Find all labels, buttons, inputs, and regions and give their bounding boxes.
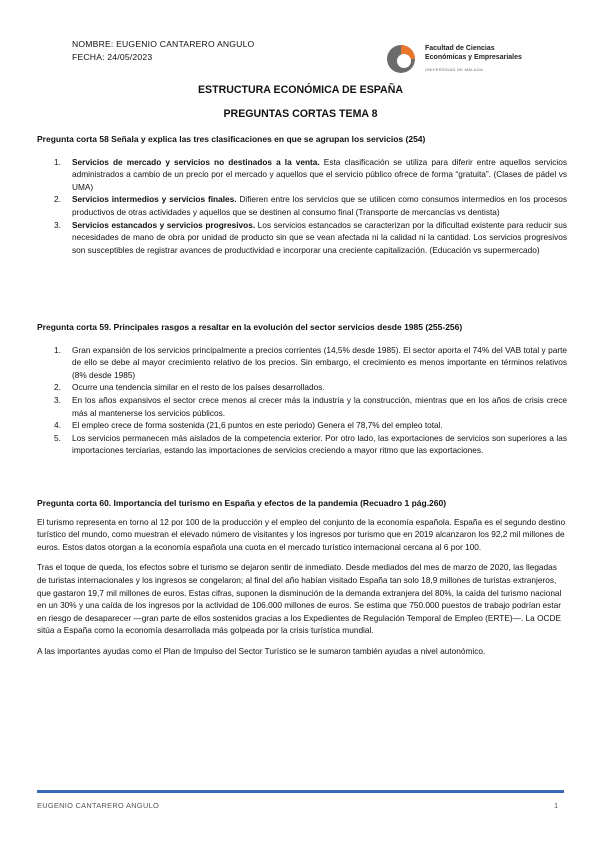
list-number: 1. bbox=[54, 156, 61, 167]
list-item-text: Los servicios estancados se caracterizan por la dificultad existente para reducir sus necesidades de mano de obra por unidad de producto sin que se vean afectada ni la calidad ni la cantidad. Los servicios progresivos son susceptibles de registrar avances de productividad e incorporar una creciente capitalización. (Educación vs supermercado) bbox=[72, 219, 567, 255]
list-item-text: El empleo crece de forma sostenida (21,6 puntos en este periodo) Genera el 78,7% del empleo total. bbox=[72, 420, 443, 431]
list-item-text: Los servicios permanecen más aislados de la competencia exterior. Por otro lado, las exportaciones de servicios son superiores a las importaciones terciarias, estando las importaciones de servicios creciendo a mayor ritmo que las exportaciones. bbox=[72, 432, 567, 456]
question-58-heading: Pregunta corta 58 Señala y explica las tres clasificaciones en que se agrupan los servicios (254) bbox=[37, 134, 426, 144]
question-59 bbox=[37, 321, 567, 457]
list-item bbox=[37, 344, 567, 382]
list-item-text: En los años expansivos el sector crece menos al crecer más la industria y la construcción, mientras que en los años de crisis crece más al mantenerse los servicios públicos. bbox=[72, 394, 567, 418]
question-59-heading: Pregunta corta 59. Principales rasgos a resaltar en la evolución del sector servicios desde 1985 (255-256) bbox=[37, 322, 463, 332]
faculty-logo-icon bbox=[385, 43, 417, 75]
question-58 bbox=[37, 133, 567, 256]
list-item-text: Esta clasificación se utiliza para diferir entre aquellos servicios administrados a cambio de un precio por el mercado y aquellos que el servicio público ofrece de forma “gratuita”. (Clases de pádel vs UMA) bbox=[72, 156, 568, 192]
list-number: 4. bbox=[54, 420, 61, 431]
header-info bbox=[72, 38, 254, 64]
paragraph: Tras el toque de queda, los efectos sobre el turismo se dejaron sentir de inmediato. Desde mediados del mes de marzo de 2020, las llegadas de turistas internacionales y los ingresos se congelaron; al final del año habían visitado España tan solo 18,9 millones de turistas extranjeros, que gastaron 19,7 mil millones de euros. Estas cifras, suponen la disminución de la demanda extranjera del 80%, la caída del turismo nacional en un 30% y una caída de los ingresos por la actividad de 106.000 millones de euros. Se estima que 750.000 puestos de trabajo podrían estar en riesgo de desaparecer —gran parte de ellos sostenidos gracias a los Expedientes de Regulación Temporal de Empleo (ERTE)—. La OCDE sitúa a España como la economía desarrollada más golpeada por la crisis turística mundial. bbox=[37, 562, 562, 636]
list-item-term: Servicios intermedios y servicios finales. bbox=[72, 194, 237, 205]
list-item-text: Difieren entre los servicios que se utilicen como consumos intermedios en los procesos productivos de otras actividades y aquellos que se destinen al consumo final (Transporte de mercancías vs dentista) bbox=[72, 194, 567, 217]
list-number: 3. bbox=[54, 219, 61, 230]
list-number: 2. bbox=[54, 382, 61, 393]
list-item bbox=[37, 219, 567, 257]
list-item-text: Gran expansión de los servicios principalmente a precios corrientes (14,5% desde 1985). El sector aporta el 74% del VAB total y parte de ello se debe al mayor crecimiento relativo de los precios. Sin embargo, el crecimiento es menos importante en términos relativos (8% desde 1985) bbox=[72, 344, 567, 380]
question-60-heading: Pregunta corta 60. Importancia del turismo en España y efectos de la pandemia (Recuadro 1 pág.260) bbox=[37, 498, 447, 508]
logo-text bbox=[425, 45, 522, 62]
list-item-term: Servicios estancados y servicios progresivos. bbox=[72, 219, 256, 230]
question-58-list bbox=[37, 156, 567, 257]
document-date: FECHA: 24/05/2023 bbox=[72, 52, 153, 62]
document-subtitle: PREGUNTAS CORTAS TEMA 8 bbox=[223, 108, 378, 120]
logo-line-3: UNIVERSIDAD DE MÁLAGA bbox=[425, 67, 484, 72]
list-item bbox=[37, 394, 567, 419]
list-item bbox=[37, 419, 567, 432]
list-number: 5. bbox=[54, 432, 61, 443]
question-60 bbox=[37, 497, 567, 658]
list-number: 1. bbox=[54, 344, 61, 355]
question-59-list bbox=[37, 344, 567, 457]
logo-line-2: Económicas y Empresariales bbox=[425, 53, 522, 61]
paragraph: El turismo representa en torno al 12 por 100 de la producción y el empleo del conjunto de la economía española. España es el segundo destino turístico del mundo, como muestran el elevado número de visitantes y los ingresos por turismo que en 2019 alcanzaron los 92,2 mil millones de euros. Estos datos otorgan a la economía española una cuota en el mercado turístico internacional cercana al 6 por 100. bbox=[37, 516, 566, 552]
document-title: ESTRUCTURA ECONÓMICA DE ESPAÑA bbox=[197, 84, 403, 96]
list-item bbox=[37, 381, 567, 394]
paragraph: A las importantes ayudas como el Plan de Impulso del Sector Turístico se le sumaron también ayudas a nivel autonómico. bbox=[37, 645, 486, 656]
list-item bbox=[37, 193, 567, 218]
author-name: NOMBRE: EUGENIO CANTARERO ANGULO bbox=[72, 39, 255, 49]
faculty-logo bbox=[385, 43, 545, 77]
list-item-text: Ocurre una tendencia similar en el resto de los países desarrollados. bbox=[72, 382, 325, 393]
list-number: 2. bbox=[54, 194, 61, 205]
page-number: 1 bbox=[554, 801, 559, 810]
list-item bbox=[37, 432, 567, 457]
list-item bbox=[37, 156, 567, 194]
list-number: 3. bbox=[54, 394, 61, 405]
footer-rule bbox=[37, 790, 564, 793]
list-item-term: Servicios de mercado y servicios no destinados a la venta. bbox=[72, 156, 320, 167]
footer-author: EUGENIO CANTARERO ANGULO bbox=[37, 801, 160, 810]
logo-line-1: Facultad de Ciencias bbox=[425, 45, 495, 52]
